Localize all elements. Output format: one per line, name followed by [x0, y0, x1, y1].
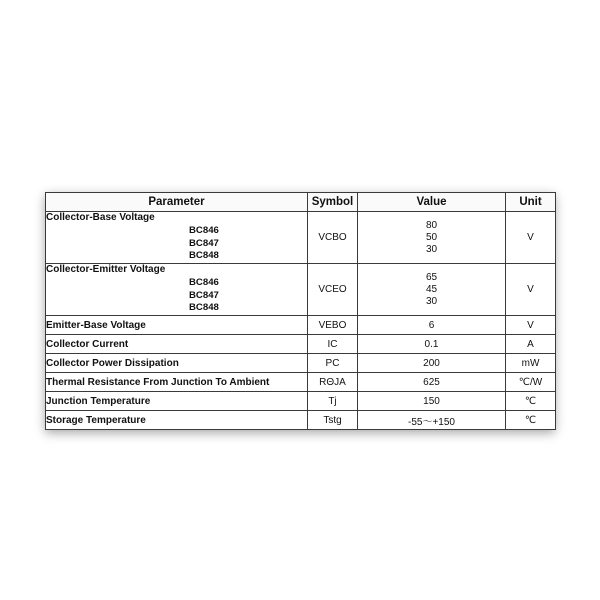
table-row: [46, 264, 556, 316]
unit-cell: ℃/W: [506, 373, 556, 392]
value-cell: -55～+150: [358, 411, 506, 430]
value-cell: 625: [358, 373, 506, 392]
table-row: [46, 373, 556, 392]
value-cell: 200: [358, 354, 506, 373]
parameter-name: Collector Current: [46, 335, 308, 354]
parameter-cell: [46, 264, 308, 316]
symbol-cell: IC: [308, 335, 358, 354]
value-line: 30: [425, 295, 438, 307]
table-row: [46, 316, 556, 335]
value-cell: 6: [358, 316, 506, 335]
symbol-cell: Tstg: [308, 411, 358, 430]
table-row: [46, 354, 556, 373]
part-number: BC848: [189, 302, 219, 313]
symbol-cell: Tj: [308, 392, 358, 411]
symbol-cell: VEBO: [308, 316, 358, 335]
part-number: BC846: [189, 277, 219, 288]
table-row: [46, 411, 556, 430]
spec-sheet: [45, 192, 555, 430]
table-row: [46, 335, 556, 354]
table-row: [46, 212, 556, 264]
part-number: BC847: [189, 289, 219, 301]
value-cell: 150: [358, 392, 506, 411]
value-cell: [358, 212, 506, 264]
parameter-name: Collector Power Dissipation: [46, 354, 308, 373]
parameter-name: Collector-Base Voltage: [46, 212, 155, 223]
part-number-list: [46, 225, 307, 263]
unit-cell: ℃: [506, 392, 556, 411]
unit-cell: V: [506, 212, 556, 264]
part-number: BC848: [189, 250, 219, 261]
absolute-maximum-ratings-table: [45, 192, 556, 430]
parameter-cell: [46, 212, 308, 264]
parameter-name: Thermal Resistance From Junction To Ambient: [46, 373, 308, 392]
symbol-cell: PC: [308, 354, 358, 373]
header-unit: Unit: [506, 193, 556, 212]
parameter-name: Emitter-Base Voltage: [46, 316, 308, 335]
header-symbol: Symbol: [308, 193, 358, 212]
parameter-name: Junction Temperature: [46, 392, 308, 411]
unit-cell: mW: [506, 354, 556, 373]
unit-cell: V: [506, 264, 556, 316]
header-parameter: Parameter: [46, 193, 308, 212]
unit-cell: V: [506, 316, 556, 335]
value-line: 65: [425, 271, 438, 283]
part-number: BC846: [189, 225, 219, 236]
unit-cell: A: [506, 335, 556, 354]
table-header-row: [46, 193, 556, 212]
parameter-name: Collector-Emitter Voltage: [46, 264, 166, 275]
header-value: Value: [358, 193, 506, 212]
value-line: 80: [425, 219, 438, 231]
value-cell: 0.1: [358, 335, 506, 354]
value-cell: [358, 264, 506, 316]
value-line: 50: [425, 231, 438, 243]
value-line: 45: [425, 283, 438, 295]
table-row: [46, 392, 556, 411]
symbol-cell: VCBO: [308, 212, 358, 264]
parameter-name: Storage Temperature: [46, 411, 308, 430]
symbol-cell: RΘJA: [308, 373, 358, 392]
value-line: 30: [425, 243, 438, 255]
part-number: BC847: [189, 237, 219, 249]
symbol-cell: VCEO: [308, 264, 358, 316]
unit-cell: ℃: [506, 411, 556, 430]
part-number-list: [46, 277, 307, 315]
